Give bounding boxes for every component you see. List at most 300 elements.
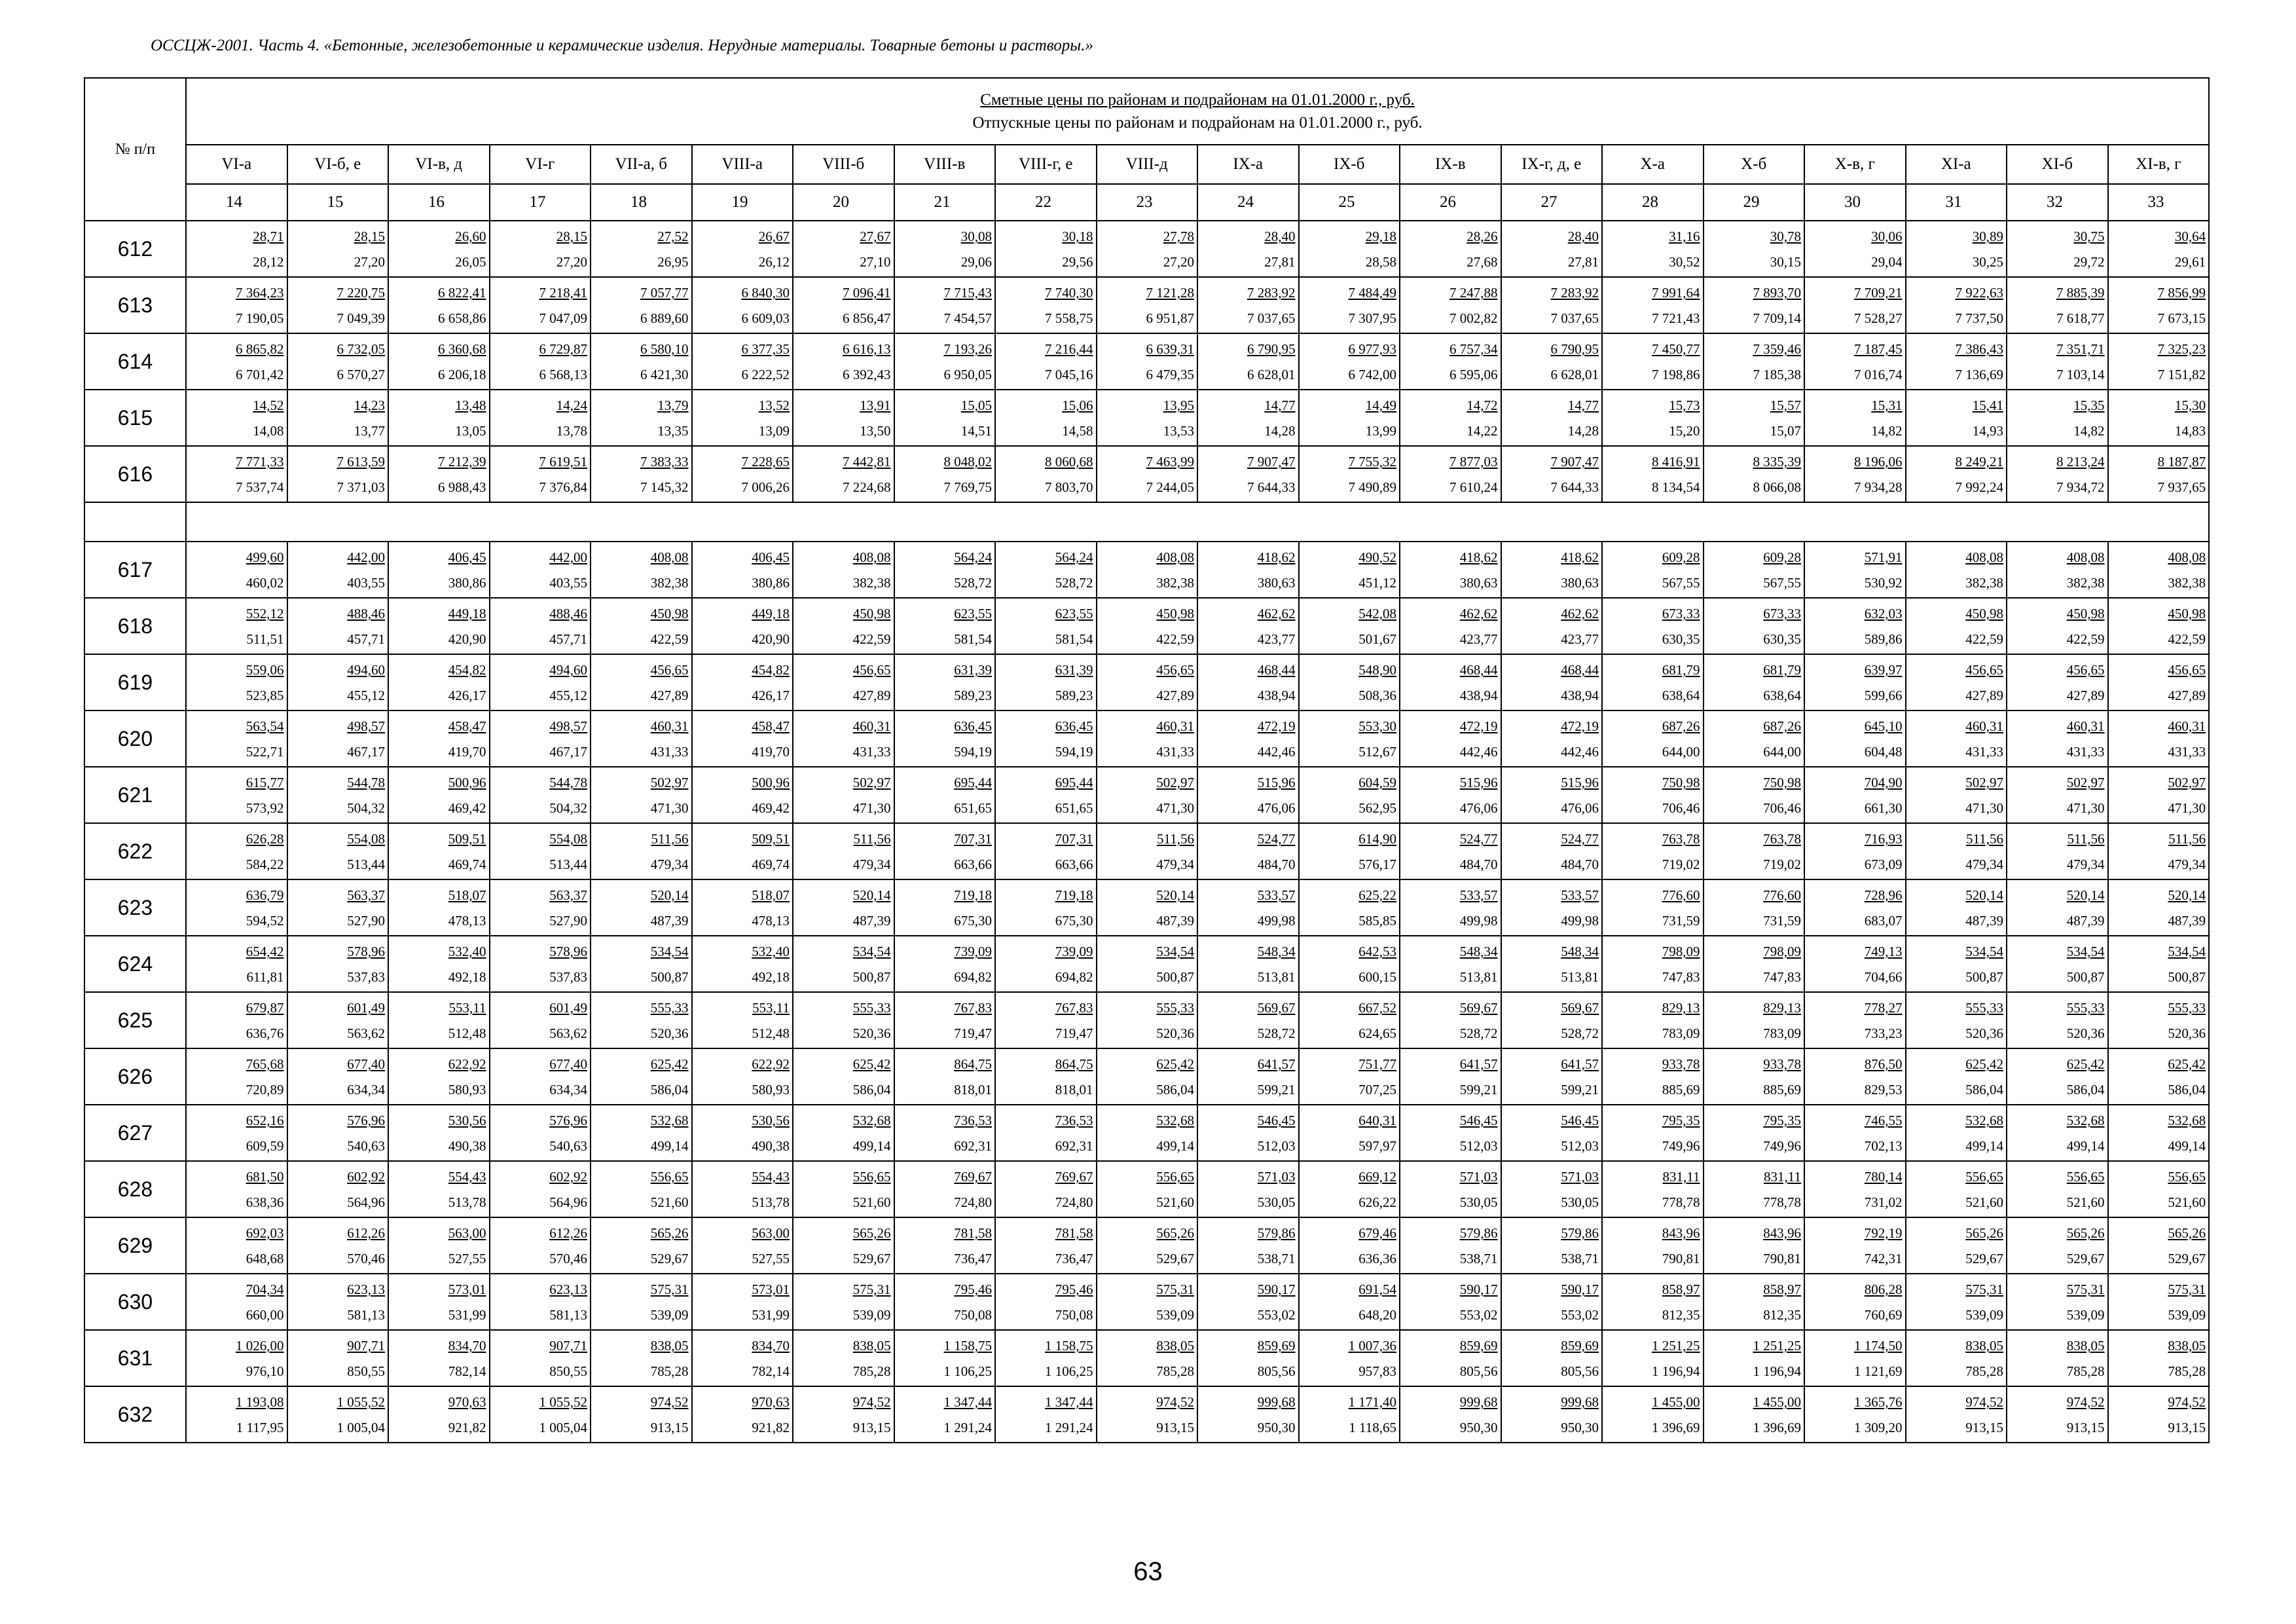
price-cell: [1299, 1330, 1400, 1386]
price-cell: [1097, 277, 1198, 333]
estimate-price: 406,45: [448, 549, 486, 565]
release-price: 6 421,30: [640, 367, 689, 382]
release-price: 663,66: [1055, 857, 1093, 872]
release-price: 7 618,77: [2056, 310, 2105, 326]
estimate-price: 590,17: [1561, 1282, 1599, 1297]
estimate-price: 418,62: [1257, 549, 1296, 565]
estimate-price: 970,63: [752, 1394, 790, 1410]
estimate-price: 15,05: [960, 397, 992, 413]
release-price: 487,39: [1965, 913, 2003, 929]
price-cell: [591, 767, 692, 823]
price-cell: [894, 446, 996, 502]
estimate-price: 563,54: [246, 718, 284, 734]
price-cell: [1097, 654, 1198, 710]
price-cell: [995, 446, 1097, 502]
price-cell: [1704, 767, 1805, 823]
release-price: 7 037,65: [1247, 310, 1296, 326]
release-price: 478,13: [448, 913, 486, 929]
estimate-price: 462,62: [1257, 606, 1296, 621]
estimate-price: 575,31: [2168, 1282, 2206, 1297]
region-header: X-а: [1602, 145, 1704, 184]
price-cell: [1400, 598, 1501, 654]
release-price: 586,04: [1156, 1082, 1194, 1098]
release-price: 431,33: [2168, 744, 2206, 760]
estimate-price: 553,11: [448, 1000, 486, 1016]
release-price: 8 134,54: [1652, 479, 1700, 495]
column-number: 16: [388, 184, 490, 221]
price-cell: [2007, 992, 2108, 1048]
price-cell: [1602, 1105, 1704, 1161]
estimate-price: 858,97: [1662, 1282, 1700, 1297]
estimate-price: 509,51: [752, 831, 790, 847]
price-cell: [1906, 1274, 2007, 1330]
estimate-price: 673,33: [1662, 606, 1700, 621]
price-cell: [1704, 542, 1805, 598]
price-cell: [1704, 1386, 1805, 1443]
release-price: 476,06: [1459, 800, 1498, 816]
release-price: 8 066,08: [1753, 479, 1801, 495]
release-price: 423,77: [1459, 631, 1498, 647]
release-price: 1 196,94: [1753, 1363, 1801, 1379]
estimate-price: 502,97: [650, 775, 689, 790]
estimate-price: 602,92: [549, 1169, 587, 1185]
release-price: 501,67: [1358, 631, 1396, 647]
release-price: 469,74: [448, 857, 486, 872]
release-price: 7 644,33: [1247, 479, 1296, 495]
price-cell: [793, 1330, 894, 1386]
price-cell: [692, 823, 793, 879]
release-price: 403,55: [549, 575, 587, 591]
estimate-price: 838,05: [650, 1338, 689, 1354]
release-price: 431,33: [852, 744, 891, 760]
price-cell: [995, 936, 1097, 992]
release-price: 563,62: [347, 1025, 385, 1041]
region-header: IX-а: [1197, 145, 1299, 184]
release-price: 538,71: [1561, 1251, 1599, 1266]
release-price: 500,87: [1156, 969, 1194, 985]
release-price: 747,83: [1662, 969, 1700, 985]
price-cell: [894, 1217, 996, 1274]
region-header: XI-а: [1906, 145, 2007, 184]
price-cell: [1501, 1048, 1603, 1105]
release-price: 719,02: [1662, 857, 1700, 872]
price-cell: [2007, 767, 2108, 823]
estimate-price: 6 732,05: [337, 341, 385, 357]
price-cell: [995, 654, 1097, 710]
estimate-price: 15,06: [1062, 397, 1093, 413]
release-price: 520,36: [2168, 1025, 2206, 1041]
release-price: 427,89: [2168, 688, 2206, 703]
release-price: 539,09: [1156, 1307, 1194, 1323]
release-price: 957,83: [1358, 1363, 1396, 1379]
release-price: 7 709,14: [1753, 310, 1801, 326]
estimate-price: 623,55: [954, 606, 992, 621]
price-cell: [894, 598, 996, 654]
price-cell: [2108, 390, 2210, 446]
estimate-price: 534,54: [852, 944, 891, 959]
price-cell: [490, 1161, 591, 1217]
release-price: 785,28: [852, 1363, 891, 1379]
release-price: 790,81: [1763, 1251, 1801, 1266]
estimate-price: 679,87: [246, 1000, 284, 1016]
estimate-price: 933,78: [1763, 1056, 1801, 1072]
estimate-price: 7 877,03: [1449, 454, 1498, 470]
region-header: VIII-а: [692, 145, 793, 184]
release-price: 6 568,13: [539, 367, 587, 382]
price-cell: [287, 446, 389, 502]
row-number: 614: [84, 333, 186, 390]
price-cell: [793, 333, 894, 390]
release-price: 499,98: [1257, 913, 1296, 929]
price-cell: [287, 1161, 389, 1217]
estimate-price: 746,55: [1864, 1113, 1903, 1128]
price-cell: [692, 654, 793, 710]
estimate-price: 564,24: [954, 549, 992, 565]
estimate-price: 1 158,75: [1045, 1338, 1093, 1354]
price-cell: [2108, 710, 2210, 767]
estimate-price: 622,92: [752, 1056, 790, 1072]
estimate-price: 520,14: [1965, 887, 2003, 903]
estimate-price: 858,97: [1763, 1282, 1801, 1297]
release-price: 1 396,69: [1753, 1420, 1801, 1435]
estimate-price: 30,06: [1871, 229, 1903, 244]
estimate-price: 15,31: [1871, 397, 1903, 413]
price-cell: [1906, 542, 2007, 598]
price-cell: [1501, 598, 1603, 654]
estimate-price: 739,09: [1055, 944, 1093, 959]
release-price: 499,14: [2066, 1138, 2105, 1154]
price-cell: [692, 277, 793, 333]
price-cell: [2007, 446, 2108, 502]
estimate-price: 795,46: [954, 1282, 992, 1297]
price-cell: [793, 992, 894, 1048]
release-price: 850,55: [549, 1363, 587, 1379]
estimate-price: 456,65: [2168, 662, 2206, 678]
estimate-price: 472,19: [1257, 718, 1296, 734]
estimate-price: 534,54: [1156, 944, 1194, 959]
estimate-price: 575,31: [2066, 1282, 2105, 1297]
release-price: 7 198,86: [1652, 367, 1700, 382]
price-cell: [1400, 390, 1501, 446]
region-header: IX-в: [1400, 145, 1501, 184]
estimate-price: 999,68: [1257, 1394, 1296, 1410]
estimate-price: 468,44: [1561, 662, 1599, 678]
estimate-price: 14,72: [1467, 397, 1498, 413]
price-cell: [995, 1274, 1097, 1330]
release-price: 1 121,69: [1854, 1363, 1903, 1379]
release-price: 27,20: [354, 254, 385, 270]
release-price: 702,13: [1864, 1138, 1903, 1154]
release-price: 850,55: [347, 1363, 385, 1379]
price-cell: [1097, 598, 1198, 654]
estimate-price: 640,31: [1358, 1113, 1396, 1128]
release-price: 427,89: [1965, 688, 2003, 703]
estimate-price: 7 216,44: [1045, 341, 1093, 357]
price-cell: [591, 221, 692, 277]
estimate-price: 450,98: [1965, 606, 2003, 621]
region-header: VIII-в: [894, 145, 996, 184]
estimate-price: 515,96: [1561, 775, 1599, 790]
table-row: [84, 1274, 2209, 1330]
price-cell: [1602, 1161, 1704, 1217]
price-cell: [591, 542, 692, 598]
estimate-price: 838,05: [2168, 1338, 2206, 1354]
price-cell: [1299, 879, 1400, 936]
price-title: [186, 78, 2209, 145]
price-cell: [388, 654, 490, 710]
price-cell: [1804, 823, 1906, 879]
release-price: 528,72: [1561, 1025, 1599, 1041]
column-number: 22: [995, 184, 1097, 221]
estimate-price: 681,79: [1662, 662, 1700, 678]
price-cell: [490, 598, 591, 654]
estimate-price: 795,46: [1055, 1282, 1093, 1297]
estimate-price: 681,79: [1763, 662, 1801, 678]
price-cell: [1097, 221, 1198, 277]
region-header: VIII-б: [793, 145, 894, 184]
release-price: 597,97: [1358, 1138, 1396, 1154]
estimate-price: 458,47: [448, 718, 486, 734]
estimate-price: 7 057,77: [640, 285, 689, 301]
row-number: 612: [84, 221, 186, 277]
estimate-price: 677,40: [347, 1056, 385, 1072]
price-cell: [591, 1217, 692, 1274]
estimate-price: 565,26: [1965, 1225, 2003, 1241]
group-separator-row: [84, 502, 2209, 542]
price-cell: [490, 1048, 591, 1105]
release-price: 570,46: [549, 1251, 587, 1266]
release-price: 651,65: [954, 800, 992, 816]
price-cell: [591, 1105, 692, 1161]
release-price: 1 118,65: [1349, 1420, 1396, 1435]
release-price: 499,98: [1561, 913, 1599, 929]
release-price: 675,30: [954, 913, 992, 929]
estimate-price: 834,70: [752, 1338, 790, 1354]
release-price: 528,72: [1055, 575, 1093, 591]
estimate-price: 442,00: [347, 549, 385, 565]
estimate-price: 999,68: [1459, 1394, 1498, 1410]
price-cell: [1906, 333, 2007, 390]
price-cell: [1299, 390, 1400, 446]
estimate-price: 498,57: [549, 718, 587, 734]
release-price: 749,96: [1662, 1138, 1700, 1154]
release-price: 529,67: [2066, 1251, 2105, 1266]
release-price: 442,46: [1257, 744, 1296, 760]
release-price: 521,60: [1156, 1194, 1194, 1210]
estimate-price: 7 228,65: [741, 454, 790, 470]
release-price: 499,14: [2168, 1138, 2206, 1154]
price-cell: [388, 390, 490, 446]
price-cell: [1704, 879, 1805, 936]
price-cell: [995, 598, 1097, 654]
release-price: 471,30: [852, 800, 891, 816]
release-price: 499,14: [650, 1138, 689, 1154]
release-price: 785,28: [650, 1363, 689, 1379]
release-price: 626,22: [1358, 1194, 1396, 1210]
estimate-price: 7 325,23: [2157, 341, 2206, 357]
price-cell: [894, 1105, 996, 1161]
release-price: 527,55: [752, 1251, 790, 1266]
release-price: 382,38: [2168, 575, 2206, 591]
price-cell: [388, 1105, 490, 1161]
release-price: 26,12: [758, 254, 790, 270]
price-cell: [793, 1217, 894, 1274]
estimate-price: 573,01: [752, 1282, 790, 1297]
row-number: 627: [84, 1105, 186, 1161]
estimate-price: 532,68: [1965, 1113, 2003, 1128]
estimate-price: 532,68: [2066, 1113, 2105, 1128]
price-cell: [388, 1274, 490, 1330]
price-cell: [793, 446, 894, 502]
release-price: 818,01: [954, 1082, 992, 1098]
price-cell: [186, 446, 287, 502]
price-cell: [1602, 221, 1704, 277]
estimate-price: 553,11: [752, 1000, 790, 1016]
estimate-price: 454,82: [752, 662, 790, 678]
estimate-price: 554,08: [347, 831, 385, 847]
estimate-price: 7 740,30: [1045, 285, 1093, 301]
row-number: 618: [84, 598, 186, 654]
release-price: 471,30: [2168, 800, 2206, 816]
price-cell: [186, 1217, 287, 1274]
estimate-price: 500,96: [448, 775, 486, 790]
price-cell: [1197, 992, 1299, 1048]
release-price: 950,30: [1257, 1420, 1296, 1435]
estimate-price: 1 026,00: [236, 1338, 284, 1354]
estimate-price: 7 247,88: [1449, 285, 1498, 301]
estimate-price: 14,52: [253, 397, 284, 413]
price-cell: [1097, 542, 1198, 598]
estimate-price: 859,69: [1459, 1338, 1498, 1354]
price-cell: [1097, 1274, 1198, 1330]
release-price: 380,63: [1459, 575, 1498, 591]
estimate-price: 7 442,81: [843, 454, 891, 470]
estimate-price-title: Сметные цены по районам и подрайонам на 01.01.2000 г., руб.: [980, 91, 1415, 109]
release-price: 426,17: [448, 688, 486, 703]
estimate-price: 524,77: [1257, 831, 1296, 847]
price-cell: [1602, 823, 1704, 879]
estimate-price: 556,65: [2066, 1169, 2105, 1185]
release-price: 913,15: [2168, 1420, 2206, 1435]
price-cell: [2007, 936, 2108, 992]
price-cell: [1299, 992, 1400, 1048]
estimate-price: 695,44: [954, 775, 992, 790]
release-price: 692,31: [954, 1138, 992, 1154]
estimate-price: 7 386,43: [1955, 341, 2003, 357]
row-number: 631: [84, 1330, 186, 1386]
estimate-price: 556,65: [1965, 1169, 2003, 1185]
estimate-price: 450,98: [650, 606, 689, 621]
estimate-price: 556,65: [650, 1169, 689, 1185]
estimate-price: 6 865,82: [236, 341, 284, 357]
release-price: 487,39: [2168, 913, 2206, 929]
estimate-price: 1 455,00: [1753, 1394, 1801, 1410]
release-price: 750,08: [954, 1307, 992, 1323]
price-cell: [894, 1161, 996, 1217]
estimate-price: 520,14: [1156, 887, 1194, 903]
price-cell: [287, 1048, 389, 1105]
price-cell: [1197, 767, 1299, 823]
price-cell: [1299, 598, 1400, 654]
release-price: 747,83: [1763, 969, 1801, 985]
price-cell: [894, 936, 996, 992]
release-price: 567,55: [1763, 575, 1801, 591]
price-cell: [591, 654, 692, 710]
release-price: 6 856,47: [843, 310, 891, 326]
estimate-price: 575,31: [1156, 1282, 1194, 1297]
release-price: 6 479,35: [1146, 367, 1194, 382]
price-cell: [894, 1330, 996, 1386]
price-cell: [995, 390, 1097, 446]
release-price: 760,69: [1864, 1307, 1903, 1323]
release-price: 7 371,03: [337, 479, 385, 495]
estimate-price: 707,31: [1055, 831, 1093, 847]
estimate-price: 7 359,46: [1753, 341, 1801, 357]
release-price: 520,36: [2066, 1025, 2105, 1041]
release-price: 594,19: [1055, 744, 1093, 760]
price-cell: [287, 221, 389, 277]
estimate-price: 548,34: [1257, 944, 1296, 959]
estimate-price: 450,98: [2066, 606, 2105, 621]
release-price: 913,15: [1965, 1420, 2003, 1435]
column-number: 27: [1501, 184, 1603, 221]
estimate-price: 565,26: [1156, 1225, 1194, 1241]
estimate-price: 488,46: [549, 606, 587, 621]
estimate-price: 15,41: [1972, 397, 2003, 413]
price-cell: [287, 542, 389, 598]
price-cell: [1400, 221, 1501, 277]
release-price: 719,47: [1055, 1025, 1093, 1041]
estimate-price: 27,52: [657, 229, 689, 244]
release-price: 537,83: [347, 969, 385, 985]
price-cell: [2007, 710, 2108, 767]
release-price: 1 005,04: [539, 1420, 587, 1435]
estimate-price: 974,52: [2066, 1394, 2105, 1410]
release-price: 778,78: [1662, 1194, 1700, 1210]
release-price: 731,02: [1864, 1194, 1903, 1210]
price-cell: [1906, 1161, 2007, 1217]
estimate-price: 472,19: [1459, 718, 1498, 734]
release-price: 564,96: [549, 1194, 587, 1210]
price-cell: [1602, 542, 1704, 598]
release-price: 829,53: [1864, 1082, 1903, 1098]
price-cell: [1804, 277, 1906, 333]
price-cell: [388, 221, 490, 277]
release-price: 427,89: [650, 688, 689, 703]
price-cell: [1400, 936, 1501, 992]
release-price: 7 047,09: [539, 310, 587, 326]
release-price: 460,02: [246, 575, 284, 591]
price-cell: [388, 333, 490, 390]
estimate-price: 8 213,24: [2056, 454, 2105, 470]
price-cell: [388, 710, 490, 767]
release-price: 7 644,33: [1550, 479, 1599, 495]
release-price: 581,54: [954, 631, 992, 647]
estimate-price: 578,96: [549, 944, 587, 959]
release-price: 537,83: [549, 969, 587, 985]
release-price: 529,67: [1156, 1251, 1194, 1266]
estimate-price: 28,26: [1467, 229, 1498, 244]
estimate-price: 641,57: [1561, 1056, 1599, 1072]
row-number: 616: [84, 446, 186, 502]
region-header: VIII-д: [1097, 145, 1198, 184]
release-price: 782,14: [752, 1363, 790, 1379]
release-price: 589,23: [1055, 688, 1093, 703]
price-cell: [2108, 1386, 2210, 1443]
estimate-price: 28,71: [253, 229, 284, 244]
column-number: 21: [894, 184, 996, 221]
price-cell: [1704, 1161, 1805, 1217]
